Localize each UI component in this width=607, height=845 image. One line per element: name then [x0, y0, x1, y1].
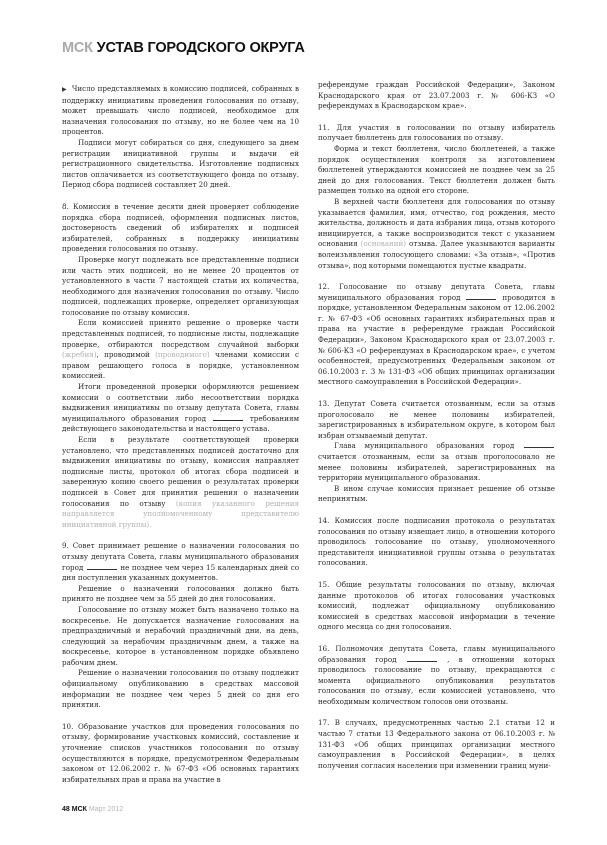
header-brand: МСК [62, 40, 93, 56]
paragraph [318, 441, 555, 483]
text: Итоги проведенной проверки оформляются решением комиссии о соответствии либо несоответствии порядка выдвижения инициативы по отзыву депутата Совета, главы муниципального образования город [62, 382, 299, 423]
alt-text: (копия указанного решения направляется уполномоченному представителю инициативной группы). [62, 498, 299, 529]
paragraph: Форма и текст бюллетеня, число бюллетеней, а также порядок осуществления контроля за изготовлением бюллетеней утверждаются комиссией не позднее чем за 25 дней до дня голосования. Текст бюллетеня должен быть размещен только на одной его стороне. [318, 143, 555, 196]
item-10: 10. Образование участков для проведения голосования по отзыву, формирование участковых комиссий, составление и уточнение списков участников голосования по отзыву осуществляются в порядке, предусмотренном Федеральным законом от 12.06.2002 г. № 67-ФЗ «Об основных гарантиях избирательных прав и права на участие в [62, 721, 299, 784]
text: членами комиссии с правом решающего голоса в порядке, установленном комиссией. [62, 350, 299, 381]
text: 9. Совет принимает решение о назначении голосования по отзыву депутата Совета, главы муниципального образования город [62, 541, 299, 572]
paragraph: Голосование по отзыву может быть назначено только на воскресенье. Не допускается назначение голосования на предпраздничный и нерабочий праздничный дни, на день, следующий за нерабочим праздничным днем, а также на воскресенье, которое в установленном порядке объявлено рабочим днем. [62, 604, 299, 667]
blank-line [213, 414, 243, 421]
paragraph [62, 84, 299, 138]
text: считается отозванным, если за отзыв проголосовало не менее половины избирателей, зарегистрированных на территории муниципального образования. [318, 452, 555, 483]
paragraph [62, 382, 299, 435]
blank-line [407, 655, 437, 662]
text: Если в результате соответствующей проверки установлено, что представленных подписей достаточно для выдвижения инициативы по отзыву, комиссия направляет подписные листы, протокол об итогах сбора подписей и заверенную копию своего решения о результатах проверки подписей в Совет для принятия решения о назначении голосования по отзыву [62, 435, 299, 508]
blank-line [524, 441, 554, 448]
text: , проводимой [96, 350, 156, 360]
blank-line [466, 293, 496, 300]
item-13: 13. Депутат Совета считается отозванным, если за отзыв проголосовало не менее половины избирателей, зарегистрированных в избирательном округе, в котором был избран отзываемый депутат. [318, 399, 555, 440]
text: , в отношении которых проводилось голосование по отзыву, прекращаются с момента официального опубликования результатов голосования по отзыву, если комиссией установлено, что необходимым количеством голосов они отозваны. [318, 654, 555, 706]
paragraph-text: Число представляемых в комиссию подписей, собранных в поддержку инициативы проведения голосования по отзыву, может превышать число подписей, необходимое для назначения голосования по отзыву, но не более чем на 10 процентов. [62, 84, 299, 137]
alt-text: (проводимого) [155, 350, 210, 360]
paragraph: В ином случае комиссия признает решение об отзыве непринятым. [318, 483, 555, 504]
paragraph [62, 435, 299, 530]
item-9 [62, 541, 299, 583]
footer-magazine: МСК [71, 806, 87, 813]
text: проводится в порядке, установленном Федеральным законом от 12.06.2002 г. № 67-ФЗ «Об основных гарантиях избирательных прав и права на участие в референдуме граждан Российской Федерации», Законом Краснодарского края от 23.07.2003 г. № 606-КЗ «О референдумах в Краснодарском крае», с учетом особенностей, предусмотренных Федеральным законом от 06.10.2003 г. 3 № 131-ФЗ «Об общих принципах организации местного самоуправления в Российской Федерации». [318, 292, 555, 387]
paragraph: Решение о назначении голосования должно быть принято не позднее чем за 55 дней до дня голосования. [62, 583, 299, 604]
left-column [62, 84, 299, 785]
footer-date: Март 2012 [88, 806, 124, 813]
paragraph [318, 197, 555, 271]
page-number: 48 [62, 806, 70, 813]
item-16 [318, 644, 555, 708]
blank-line [87, 563, 117, 570]
item-12 [318, 282, 555, 388]
text: требованиям действующего законодательства и настоящего устава. [62, 413, 300, 434]
triangle-right-icon: ▶ [62, 86, 68, 93]
item-11: 11. Для участия в голосовании по отзыву избиратель получает бюллетень для голосования по отзыву. [318, 122, 555, 143]
text: отзыва. Далее указываются варианты волеизъявления голосующего словами: «За отзыв», «Против отзыва», под которыми помещаются пустые квадраты. [318, 239, 555, 270]
paragraph: Подписи могут собираться со дня, следующего за днем регистрации инициативной группы и выдачи ей регистрационного свидетельства. Изготовление подписных листов оплачивается из соответствующего фонда по отзыву. Период сбора подписей составляет 20 дней. [62, 137, 299, 190]
alt-text: (оснований) [360, 239, 407, 249]
paragraph: Проверке могут подлежать все представленные подписи или часть этих подписей, но не менее 20 процентов от установленного в части 7 настоящей статьи их количества, необходимого для назначения голосования по отзыву. Число подписей, подлежащих проверке, определяет организующая голосование по отзыву комиссия. [62, 254, 299, 317]
text: 12. Голосование по отзыву депутата Совета, главы муниципального образования город [318, 282, 555, 302]
item-8: 8. Комиссия в течение десяти дней проверяет соблюдение порядка сбора подписей, оформления подписных листов, достоверность сведений об избирателях и подписей избирателей, собранных в поддержку инициативы проведения голосования по отзыву. [62, 201, 299, 254]
text: В верхней части бюллетеня для голосования по отзыву указывается фамилия, имя, отчество, год рождения, место жительства, должность и дата избрания лица, отзыв которого инициируется, а также воспроизводится текст с указанием основания [318, 196, 555, 249]
paragraph [62, 318, 299, 382]
item-15: 15. Общие результаты голосования по отзыву, включая данные протоколов об итогах голосования участковых комиссий, подлежат официальному опубликованию комиссией в средствах массовой информации в течение одного месяца со дня голосования. [318, 579, 555, 632]
paragraph: Решение о назначении голосования по отзыву подлежит официальному опубликованию в средствах массовой информации не позднее чем через 5 дней со дня его принятия. [62, 668, 299, 710]
page-header [62, 40, 305, 56]
page-footer [62, 806, 123, 813]
text: Если комиссией принято решение о проверке части представленных подписей, то подписные листы, подлежащие проверке, отбираются посредством случайной выборки [62, 318, 299, 349]
header-title: УСТАВ ГОРОДСКОГО ОКРУГА [96, 40, 305, 56]
text: не позднее чем через 15 календарных дней со дня поступления указанных документов. [62, 562, 299, 583]
paragraph: референдуме граждан Российской Федерации», Законом Краснодарского края от 23.07.2003 г. № 606-КЗ «О референдумах в Краснодарском крае». [318, 80, 555, 111]
item-17: 17. В случаях, предусмотренных частью 2.1 статьи 12 и частью 7 статьи 13 Федерального закона от 06.10.2003 г. № 131-ФЗ «Об общих принципах организации местного самоуправления в Российской Федерации», в целях получения согласия населения при изменении границ муни- [318, 718, 555, 770]
text: Глава муниципального образования город [334, 441, 515, 451]
right-column [318, 80, 555, 771]
item-14: 14. Комиссия после подписания протокола о результатах голосования по отзыву извещает лицо, в отношении которого проводилось голосование по отзыву, уполномоченного представителя инициативной группы отзыва о результатах голосования. [318, 515, 555, 568]
text: 16. Полномочия депутата Совета, главы муниципального образования город [318, 643, 555, 664]
alt-text: (жребия) [62, 350, 97, 360]
